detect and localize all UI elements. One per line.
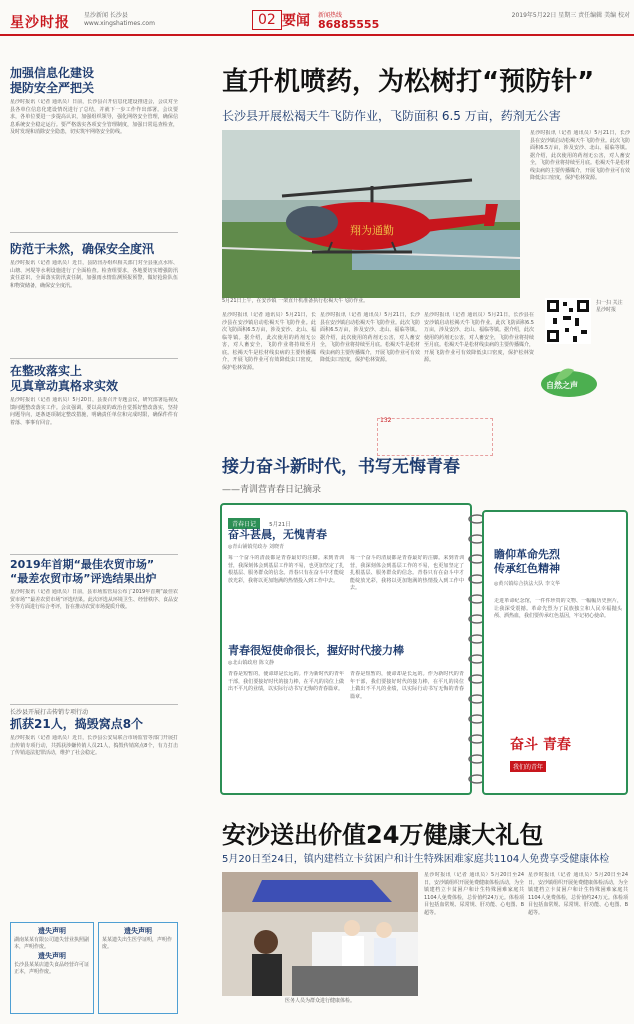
- article-title: 在整改落实上 见真章动真格求实效: [10, 364, 119, 393]
- article-title: 防范于未然，确保安全度汛: [10, 242, 155, 256]
- notice-text: 湖南某某有限公司遗失营业执照副本，声明作废。: [14, 937, 90, 950]
- health-check-illustration: [222, 872, 418, 996]
- health-check-photo: [222, 872, 418, 996]
- lead-body-col2: 星沙时报讯（记者 通讯员）5月21日，长沙县在安沙镇启动松褐天牛飞防作业。此次飞防面积6.5万亩，涉及安沙、北山、福临等镇。据介绍，此次使用的药剂无公害，对人畜安全，飞防作业将持续至月底。松褐天牛是松材线虫病的主要传播媒介，开展飞防作业可有效降低虫口密度，保护松林资源。: [320, 312, 420, 363]
- slogan-subtext: 我们的青年: [510, 761, 546, 772]
- article-market-ranking: [10, 558, 178, 697]
- section3-body-col2: 星沙时报讯（记者 通讯员）5月20日至24日，安沙镇组织开展免费健康体检活动，为全镇建档立卡贫困户和计生特殊困难家庭共1104人免费体检，总价值约24万元。体检项目包括血常规、尿常规、肝功能、心电图、B超等。: [528, 872, 628, 916]
- divider: [10, 704, 178, 705]
- article-rectification: [10, 364, 178, 512]
- health-check-caption: 医务人员为群众进行健康体检。: [284, 998, 355, 1004]
- badge-text: 自然之声: [546, 381, 578, 390]
- logo-subtitle: 星沙新闻 长沙县 www.xingshatimes.com: [84, 12, 155, 27]
- notice-text: 某某遗失出生医学证明，声明作废。: [102, 937, 173, 950]
- diary1-title: 奋斗甚晨，无愧青春: [228, 528, 327, 541]
- diary3-body: 走进革命纪念馆，一件件珍贵的文物、一幅幅历史照片，让我深受震撼。革命先烈为了民族独立和人民幸福抛头颅、洒热血，我们要传承红色基因，牢记初心使命。: [494, 598, 622, 619]
- article-title: 2019年首期“最佳农贸市场” “最差农贸市场”评选结果出炉: [10, 558, 157, 585]
- hotline-number: 86885555: [318, 18, 380, 31]
- divider: [10, 358, 178, 359]
- section3-headline: 安沙送出价值24万健康大礼包: [222, 821, 544, 849]
- diary2-author: ◎北山镇政府 陈文静: [228, 660, 274, 666]
- notice-box-right: [98, 922, 178, 1014]
- lead-body-right: 星沙时报讯（记者 通讯员）5月21日，长沙县在安沙镇启动松褐天牛飞防作业。此次飞防面积6.5万亩，涉及安沙、北山、福临等镇。据介绍，此次使用的药剂无公害，对人畜安全，飞防作业将持续至月底。松褐天牛是松材线虫病的主要传播媒介，开展飞防作业可有效降低虫口密度，保护松林资源。: [530, 130, 630, 181]
- diary1-body-col1: 每一个奋斗的清晨都是青春最好的注脚。来到青训营，我深刻体会到基层工作的不易，也更加坚定了扎根基层、服务群众的信念。青春只有在奋斗中才能绽放光彩，我将以更加饱满的热情投入到工作中去。: [228, 555, 344, 584]
- highlight-marker-label: 132: [380, 417, 392, 424]
- hotline-label: 新闻热线: [318, 12, 343, 19]
- notice-text: 长沙县某某店遗失食品经营许可证正本，声明作废。: [14, 962, 90, 975]
- divider: [10, 232, 178, 233]
- page-number: 02: [252, 10, 282, 30]
- section3-subheadline: 5月20日至24日，镇内建档立卡贫困户和计生特殊困难家庭共1104人免费享受健康体检: [222, 854, 610, 865]
- highlight-marker-box: [377, 418, 493, 456]
- article-info-construction: [10, 66, 178, 221]
- diary1-author: ◎青山铺镇党政办 刘晓青: [228, 544, 284, 550]
- article-title: 加强信息化建设 提防安全严把关: [10, 66, 95, 95]
- article-title: 抓获21人，捣毁窝点8个: [10, 717, 144, 731]
- section2-subheadline: ——青训营青春日记摘录: [222, 485, 322, 495]
- diary-notebook-right: [482, 510, 628, 795]
- leaf-icon: [540, 360, 598, 398]
- diary-notebook-left: [220, 503, 472, 795]
- divider: [10, 554, 178, 555]
- article-body: 星沙时报讯（记者 通讯员）日前，县市场监管局公布了2019年首期“最佳农贸市场”“最差农贸市场”评选结果。此次评选从环境卫生、经营秩序、食品安全等方面进行综合考评，旨在推动农贸市场提质升级。: [10, 589, 178, 610]
- notice-title: 遗失声明: [38, 927, 66, 935]
- qr-code[interactable]: [545, 298, 591, 344]
- diary1-body-col2: 每一个奋斗的清晨都是青春最好的注脚。来到青训营，我深刻体会到基层工作的不易，也更加坚定了扎根基层、服务群众的信念。青春只有在奋斗中才能绽放光彩，我将以更加饱满的热情投入到工作中去。: [350, 555, 464, 591]
- diary2-title: 青春很短使命很长，握好时代接力棒: [228, 644, 404, 657]
- masthead: [0, 0, 634, 36]
- article-kicker: 长沙县开展打击传销专项行动: [10, 709, 89, 716]
- notice-title: 遗失声明: [38, 952, 66, 960]
- qr-label: 扫一扫 关注星沙时报: [596, 300, 623, 313]
- lead-subheadline: 长沙县开展松褐天牛飞防作业，飞防面积 6.5 万亩，药剂无公害: [222, 109, 561, 123]
- section-name: 要闻: [282, 13, 310, 29]
- article-body: 星沙时报讯（记者 通讯员）近日，长沙县公安局联合市场监管等部门开展打击传销专项行动，共抓获涉嫌传销人员21人，捣毁传销窝点8个，有力打击了传销违法犯罪活动，维护了社会稳定。: [10, 735, 178, 756]
- nature-badge: [540, 360, 598, 398]
- diary3-title: 瞻仰革命先烈 传承红色精神: [494, 548, 560, 575]
- diary2-body-col1: 青春是短暂的，使命却是长远的。作为新时代的青年干部，我们要接好时代的接力棒，在平凡的岗位上做出不平凡的业绩，以实际行动书写无悔的青春篇章。: [228, 671, 344, 692]
- article-body: 星沙时报讯（记者 通讯员）近日，县防汛办组织相关部门对全县重点水库、山塘、河堤等水利设施进行了全面检查。检查组要求，各地要切实增强防汛责任意识，全面落实防汛责任制，加强雨水情监测预报预警，做好抢险队伍和物资储备，确保安全度汛。: [10, 260, 178, 289]
- youth-slogan-art: [510, 734, 610, 780]
- helicopter-illustration: [222, 130, 520, 298]
- diary-tag: 青春日记: [228, 518, 260, 529]
- slogan-text: 奋斗 青春: [510, 737, 571, 753]
- lead-body-col1: 星沙时报讯（记者 通讯员）5月21日，长沙县在安沙镇启动松褐天牛飞防作业。此次飞防面积6.5万亩，涉及安沙、北山、福临等镇。据介绍，此次使用的药剂无公害，对人畜安全，飞防作业将持续至月底。松褐天牛是松材线虫病的主要传播媒介，开展飞防作业可有效降低虫口密度，保护松林资源。: [222, 312, 316, 371]
- notice-box-left: [10, 922, 94, 1014]
- section2-headline: 接力奋斗新时代，书写无悔青春: [222, 457, 460, 477]
- diary-date: 5月21日: [269, 522, 291, 528]
- helicopter-photo: [222, 130, 520, 298]
- lead-body-col3: 星沙时报讯（记者 通讯员）5月21日，长沙县在安沙镇启动松褐天牛飞防作业。此次飞防面积6.5万亩，涉及安沙、北山、福临等镇。据介绍，此次使用的药剂无公害，对人畜安全，飞防作业将持续至月底。松褐天牛是松材线虫病的主要传播媒介，开展飞防作业可有效降低虫口密度，保护松林资源。: [424, 312, 534, 363]
- helicopter-livery-text: 翔为通勤: [350, 224, 394, 237]
- article-anti-pyramid: [10, 708, 178, 913]
- section3-body-col1: 星沙时报讯（记者 通讯员）5月20日至24日，安沙镇组织开展免费健康体检活动，为全镇建档立卡贫困户和计生特殊困难家庭共1104人免费体检，总价值约24万元。体检项目包括血常规、尿常规、肝功能、心电图、B超等。: [424, 872, 524, 916]
- article-body: 星沙时报讯（记者 通讯员）5月20日，县委召开专题会议，研究部署巡视反馈问题整改落实工作。会议强调，要以高度的政治自觉抓好整改落实，坚持问题导向，逐条逐项制定整改措施，明确责任单位和完成时限，确保件件有着落、事事有回音。: [10, 397, 178, 426]
- diary2-body-col2: 青春是短暂的，使命却是长远的。作为新时代的青年干部，我们要接好时代的接力棒，在平凡的岗位上做出不平凡的业绩，以实际行动书写无悔的青春篇章。: [350, 671, 464, 700]
- date-line: 2019年5月22日 星期三 责任编辑 美编 校对: [511, 12, 630, 19]
- lead-headline: 直升机喷药，为松树打“预防针”: [222, 67, 595, 97]
- newspaper-logo: 星沙时报: [10, 15, 70, 31]
- diary3-author: ◎黄兴镇综合执法大队 李文华: [494, 581, 560, 587]
- article-flood-safety: [10, 242, 178, 352]
- helicopter-caption: 5月21日上午，在安沙镇 一架直升机准备执行松褐天牛飞防作业。: [222, 298, 369, 304]
- article-body: 星沙时报讯（记者 通讯员）日前，长沙县召开信息化建设推进会，会议对全县各单位信息化建设情况进行了总结，并就下一步工作作出部署。会议要求，各单位要进一步提高认识，加强组织领导，强化网络安全管理，确保信息系统安全稳定运行。要严格落实各项安全管理制度，加强日常巡查检查，及时发现和消除安全隐患，切实筑牢网络安全防线。: [10, 99, 178, 135]
- notice-title: 遗失声明: [124, 927, 152, 935]
